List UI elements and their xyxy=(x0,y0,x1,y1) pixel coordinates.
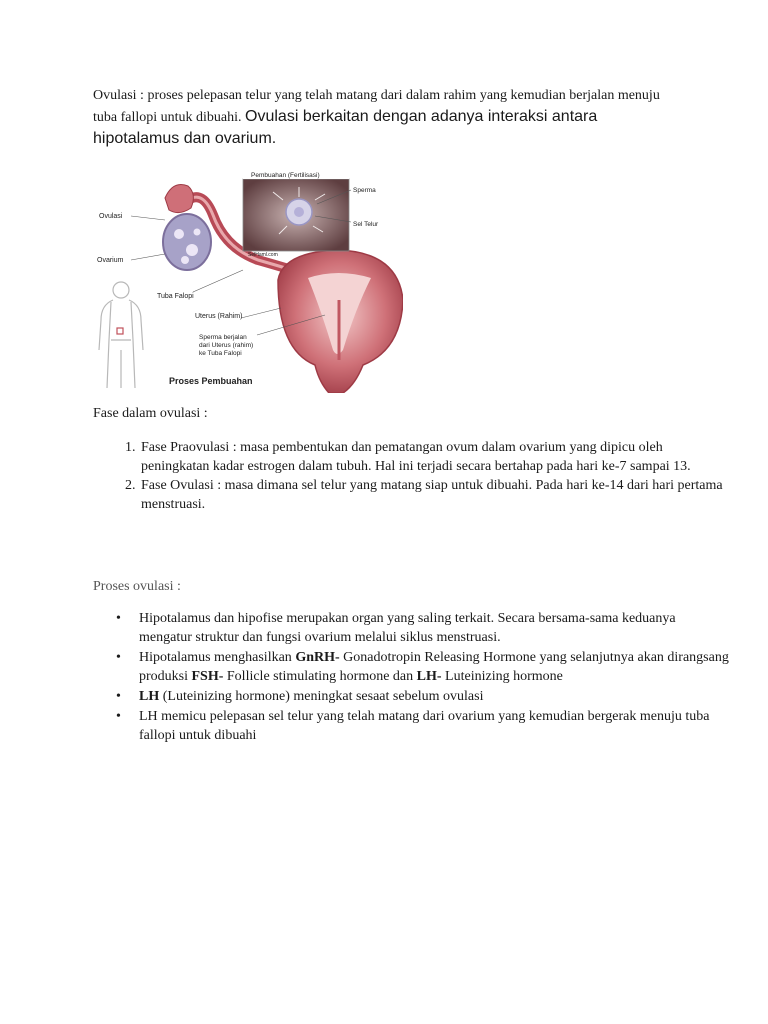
proses-item-4 xyxy=(116,707,729,745)
label-sel-telur: Sel Telur xyxy=(353,221,379,228)
label-sperma-berjalan-3: ke Tuba Falopi xyxy=(199,350,242,357)
watermark-label: SelHaml.com xyxy=(248,252,278,258)
fase-heading: Fase dalam ovulasi : xyxy=(93,406,208,421)
fase-item-2 xyxy=(139,476,729,514)
label-sperma-berjalan-2: dari Uterus (rahim) xyxy=(199,342,254,349)
proses-item-4-text: LH memicu pelepasan sel telur yang telah matang dari ovarium yang kemudian bergerak menuju tuba fallopi untuk dibuahi xyxy=(139,709,710,743)
bullet-icon: • xyxy=(116,709,121,724)
label-tuba-falopi: Tuba Falopi xyxy=(157,293,194,300)
term-gnrh: GnRH- xyxy=(295,650,340,665)
intro-sans-text: Ovulasi berkaitan dengan adanya interaksi antara hipotalamus dan ovarium. xyxy=(93,108,598,147)
inset-title-label: Pembuahan (Fertilisasi) xyxy=(251,172,320,179)
bullet-icon: • xyxy=(116,611,121,626)
human-silhouette-icon xyxy=(99,282,143,388)
figure-caption: Proses Pembuahan xyxy=(169,376,253,386)
fertilization-illustration-svg xyxy=(93,160,403,393)
label-ovulasi: Ovulasi xyxy=(99,213,123,220)
fase-item-2-text: Fase Ovulasi : masa dimana sel telur yang matang siap untuk dibuahi. Pada hari ke-14 dari hari pertama menstruasi. xyxy=(141,478,723,512)
term-fsh: FSH- xyxy=(191,669,224,684)
label-sperma: Sperma xyxy=(353,187,376,194)
label-sperma-berjalan-1: Sperma berjalan xyxy=(199,334,247,341)
label-ovarium: Ovarium xyxy=(97,257,124,264)
term-lh-bold: LH xyxy=(139,689,160,704)
fase-list xyxy=(93,438,729,514)
intro-serif-text: Ovulasi : proses pelepasan telur yang telah matang dari dalam rahim yang kemudian berjalan menuju tuba fallopi untuk dibuahi. xyxy=(93,88,660,125)
proses-item-1 xyxy=(116,609,729,647)
bullet-icon: • xyxy=(116,650,121,665)
proses-item-3: • LH (Luteinizing hormone) meningkat sesaat sebelum ovulasi xyxy=(116,689,484,704)
proses-item-1-text: Hipotalamus dan hipofise merupakan organ yang saling terkait. Secara bersama-sama keduanya mengatur struktur dan fungsi ovarium melalui siklus menstruasi. xyxy=(139,611,676,645)
fertilization-illustration xyxy=(93,160,403,393)
label-uterus: Uterus (Rahim) xyxy=(195,313,243,320)
bullet-icon: • xyxy=(116,689,121,704)
fase-item-1-text: Fase Praovulasi : masa pembentukan dan pematangan ovum dalam ovarium yang dipicu oleh peningkatan kadar estrogen dalam tubuh. Hal ini terjadi secara bertahap pada hari ke-7 sampai 13. xyxy=(141,440,691,474)
proses-heading: Proses ovulasi : xyxy=(93,579,181,594)
fase-item-1 xyxy=(139,438,729,476)
intro-paragraph xyxy=(93,86,683,150)
proses-list xyxy=(93,609,729,746)
proses-item-2: • Hipotalamus menghasilkan GnRH- Gonadotropin Releasing Hormone yang selanjutnya akan dirangsang produksi FSH- Follicle stimulating hormone dan LH- Luteinizing hormone xyxy=(116,650,729,684)
term-lh: LH- xyxy=(416,669,442,684)
